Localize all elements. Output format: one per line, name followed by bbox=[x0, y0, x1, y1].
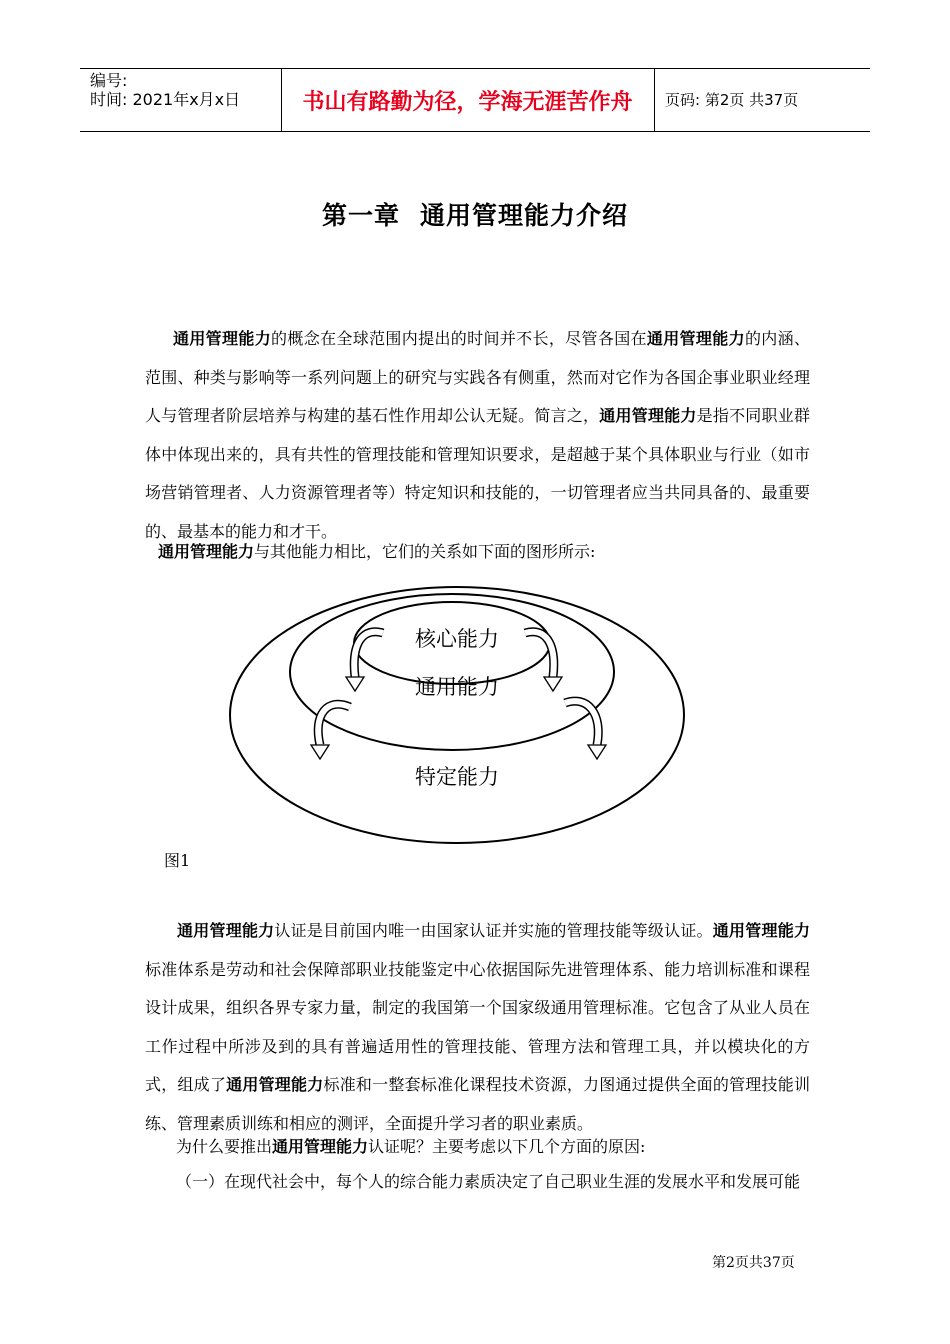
header-divider bbox=[654, 69, 655, 131]
curved-arrow-icon bbox=[311, 704, 350, 759]
number-label: 编号: bbox=[90, 71, 128, 90]
paragraph-question bbox=[176, 1135, 841, 1159]
text-run: 为什么要推出 bbox=[176, 1137, 273, 1156]
chapter-name: 通用管理能力介绍 bbox=[420, 201, 629, 230]
text-run: 认证呢？主要考虑以下几个方面的原因: bbox=[368, 1137, 646, 1156]
term-bold: 通用管理能力 bbox=[712, 921, 810, 940]
curved-arrow-icon bbox=[525, 632, 562, 691]
header-page-number: 页码: 第2页 共37页 bbox=[665, 91, 799, 109]
inner-label: 核心能力 bbox=[415, 627, 499, 651]
term-bold: 通用管理能力 bbox=[177, 921, 275, 940]
paragraph-figure-intro bbox=[158, 540, 823, 564]
middle-label: 通用能力 bbox=[415, 675, 499, 699]
curved-arrow-icon bbox=[565, 701, 606, 759]
ability-relationship-diagram bbox=[225, 585, 695, 855]
term-bold: 通用管理能力 bbox=[646, 329, 745, 348]
header-meta bbox=[90, 71, 240, 109]
time-label: 时间: 2021年x月x日 bbox=[90, 90, 241, 109]
text-run: 标准体系是劳动和社会保障部职业技能鉴定中心依据国际先进管理体系、能力培训标准和课程设计成果，组织各界专家力量，制定的我国第一个国家级通用管理标准。它包含了从业人员在工作过程中所涉及到的具有普遍适用性的管理技能、管理方法和管理工具，并以模块化的方式，组成了 bbox=[145, 959, 810, 1094]
paragraph-certification bbox=[145, 912, 810, 1143]
term-bold: 通用管理能力 bbox=[173, 329, 272, 348]
text-run: 标准和一整套标准化课程技术资源，力图通过提供全面的管理技能训练、管理素质训练和相应的测评，全面提升学习者的职业素质。 bbox=[145, 1075, 810, 1133]
page-header bbox=[80, 68, 870, 132]
text-run: 的概念在全球范围内提出的时间并不长，尽管各国在 bbox=[271, 329, 647, 348]
middle-ellipse bbox=[290, 594, 614, 750]
page-footer: 第2页共37页 bbox=[712, 1255, 795, 1271]
text-run: 是指不同职业群体中体现出来的，具有共性的管理技能和管理知识要求，是超越于某个具体职业与行业（如市场营销管理者、人力资源管理者等）特定知识和技能的，一切管理者应当共同具备的、最重要的、最基本的能力和才干。 bbox=[145, 406, 810, 541]
text-run: 认证是目前国内唯一由国家认证并实施的管理技能等级认证。 bbox=[274, 921, 713, 940]
text-run: 的内涵、范围、种类与影响等一系列问题上的研究与实践各有侧重，然而对它作为各国企事业职业经理人与管理者阶层培养与构建的基石性作用却公认无疑。简言之， bbox=[145, 329, 810, 425]
term-bold: 通用管理能力 bbox=[599, 406, 697, 425]
term-bold: 通用管理能力 bbox=[272, 1137, 369, 1156]
paragraph-intro bbox=[145, 320, 810, 551]
outer-ellipse bbox=[230, 587, 684, 843]
header-motto: 书山有路勤为径，学海无涯苦作舟 bbox=[302, 89, 633, 115]
term-bold: 通用管理能力 bbox=[158, 542, 255, 561]
paragraph-reason-one: （一）在现代社会中，每个人的综合能力素质决定了自己职业生涯的发展水平和发展可能 bbox=[176, 1172, 801, 1191]
chapter-number: 第一章 bbox=[321, 201, 400, 230]
outer-label: 特定能力 bbox=[415, 765, 499, 789]
figure-caption: 图1 bbox=[164, 851, 191, 870]
chapter-title bbox=[0, 196, 950, 232]
text-run: 与其他能力相比，它们的关系如下面的图形所示: bbox=[254, 542, 596, 561]
term-bold: 通用管理能力 bbox=[226, 1075, 324, 1094]
